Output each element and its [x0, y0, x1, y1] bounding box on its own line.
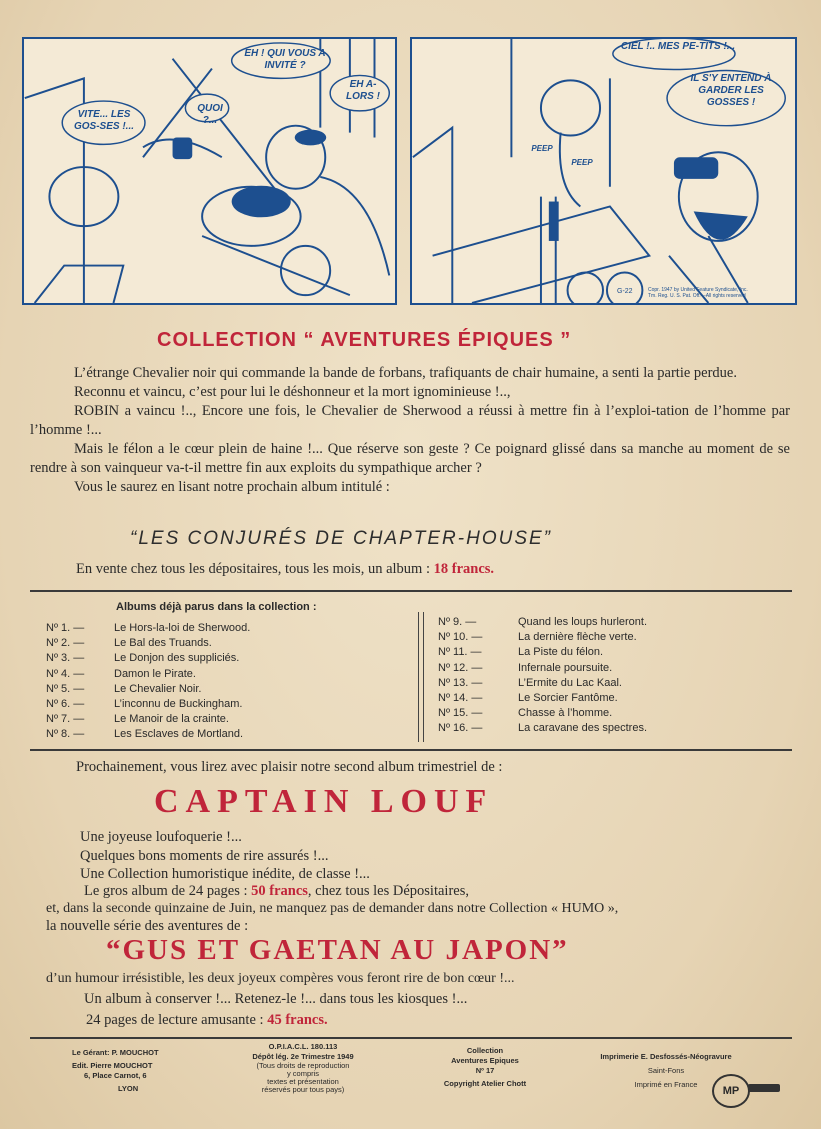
album-number: Nº 5. — — [46, 682, 85, 695]
album-item — [46, 712, 250, 727]
footer-publisher — [72, 1048, 159, 1094]
album-title: L’inconnu de Buckingham. — [114, 698, 243, 711]
footer-opiacl: O.P.I.A.C.L. 180.113 — [268, 1042, 338, 1051]
story-paragraph: Mais le félon a le cœur plein de haine !... Que réserve son geste ? Ce poignard glissé dans sa manche au moment de se rendre à son vainqueur va-t-il mettre fin aux exploits du sympathique archer ? — [30, 441, 790, 476]
album-item — [46, 682, 250, 697]
album-number: Nº 10. — — [438, 631, 483, 644]
comic-copyright: Copr. 1947 by United Feature Syndicate, Inc. Tm. Reg. U. S. Pat. Off.—All rights reserved — [648, 287, 748, 299]
humo-line: et, dans la seconde quinzaine de Juin, ne manquez pas de demander dans notre Collection « HUMO », — [46, 901, 619, 916]
story-paragraph: Vous le saurez en lisant notre prochain album intitulé : — [74, 479, 390, 495]
footer-rights: réservés pour tous pays) — [261, 1085, 345, 1094]
captain-line: Une joyeuse loufoquerie !... — [80, 829, 242, 845]
divider-top — [30, 590, 792, 592]
album-number: Nº 9. — — [438, 616, 477, 628]
balloon-eh-alors: EH A-LORS ! — [346, 79, 380, 102]
footer-city: LYON — [118, 1084, 139, 1093]
captain-line: Une Collection humoristique inédite, de classe !... — [80, 866, 370, 882]
gus-price: 45 francs. — [267, 1012, 328, 1028]
serie-line: la nouvelle série des aventures de : — [46, 918, 249, 934]
album-title: La Piste du félon. — [518, 646, 604, 659]
album-number: Nº 6. — — [46, 698, 85, 711]
album-title: Le Donjon des suppliciés. — [114, 652, 240, 665]
albums-list-right — [438, 615, 647, 737]
album-number: Nº 3. — — [46, 652, 85, 665]
sale-text: En vente chez tous les dépositaires, tous les mois, un album : — [76, 561, 430, 577]
album-item — [438, 661, 647, 676]
balloon-vite: VITE... LES GOS-SES !... — [73, 109, 134, 132]
album-item — [46, 667, 250, 682]
divider-middle — [30, 749, 792, 751]
album-number: Nº 14. — — [438, 692, 483, 705]
album-number: Nº 4. — — [46, 667, 85, 680]
album-number: Nº 7. — — [46, 713, 85, 726]
story-text — [30, 364, 790, 497]
gus-line: d’un humour irrésistible, les deux joyeux compères vous feront rire de bon cœur !... — [46, 971, 515, 986]
balloon-quoi: QUOI ?... — [197, 103, 223, 126]
album-item — [438, 676, 647, 691]
footer-printer-name: Imprimerie E. Desfossés-Néogravure — [600, 1052, 732, 1061]
album-title: Quand les loups hurleront. — [518, 616, 648, 628]
footer-rights: textes et présentation — [267, 1077, 339, 1086]
story-paragraph: L’étrange Chevalier noir qui commande la bande de forbans, trafiquants de chair humaine, a senti la partie perdue. — [74, 365, 737, 381]
footer-legal — [228, 1042, 378, 1094]
album-title: La dernière flèche verte. — [518, 631, 637, 644]
printer-logo-bar — [748, 1084, 780, 1092]
balloon-peep-1: PEEP — [531, 144, 553, 153]
captain-price-line — [84, 883, 469, 900]
story-paragraph: Reconnu et vaincu, c’est pour lui le déshonneur et la mort ignominieuse !.., — [74, 384, 511, 400]
next-album-title: “LES CONJURÉS DE CHAPTER-HOUSE” — [130, 528, 552, 549]
album-number: Nº 1. — — [46, 622, 85, 634]
footer-copyright: Copyright Atelier Chott — [443, 1079, 527, 1088]
album-item — [46, 727, 250, 742]
album-item — [438, 615, 647, 630]
footer-collection-number: Nº 17 — [475, 1066, 495, 1075]
album-title: La caravane des spectres. — [518, 722, 648, 735]
album-title: Les Esclaves de Mortland. — [114, 728, 244, 741]
balloon-qui-vous-a-invite: EH ! QUI VOUS A INVITÉ ? — [244, 48, 326, 71]
albums-heading: Albums déjà parus dans la collection : — [116, 601, 317, 613]
comic-strip — [22, 37, 797, 305]
album-item — [438, 630, 647, 645]
album-title: Chasse à l’homme. — [518, 707, 613, 720]
story-paragraph: ROBIN a vaincu !.., Encore une fois, le Chevalier de Sherwood a réussi à mettre fin à l’exploi-tation de l’homme par l’homme !... — [30, 403, 790, 438]
balloon-garder-les-gosses: IL S'Y ENTEND À GARDER LES GOSSES ! — [690, 73, 772, 108]
album-number: Nº 13. — — [438, 676, 483, 689]
album-item — [46, 636, 250, 651]
album-item — [46, 697, 250, 712]
comic-panel-right — [410, 37, 797, 305]
balloon-ciel: CIEL !.. MES PE-TITS !... — [620, 41, 736, 52]
footer-printed-in: Imprimé en France — [634, 1080, 698, 1089]
album-title: Damon le Pirate. — [114, 667, 196, 680]
gus-price-pre: 24 pages de lecture amusante : — [86, 1012, 264, 1028]
collection-title: COLLECTION “ AVENTURES ÉPIQUES ” — [157, 329, 572, 351]
footer-address: 6, Place Carnot, 6 — [84, 1071, 147, 1080]
album-item — [46, 621, 250, 636]
captain-price-pre: Le gros album de 24 pages : — [84, 883, 248, 899]
footer-collection-name: Aventures Epiques — [451, 1056, 519, 1065]
albums-column-divider — [418, 612, 424, 742]
footer-collection — [420, 1046, 550, 1089]
captain-intro: Prochainement, vous lirez avec plaisir notre second album trimestriel de : — [76, 759, 503, 775]
album-title: Le Bal des Truands. — [114, 637, 212, 650]
album-title: Le Sorcier Fantôme. — [518, 692, 618, 705]
album-number: Nº 16. — — [438, 722, 483, 735]
footer-collection-label: Collection — [466, 1046, 504, 1055]
captain-price-post: , chez tous les Dépositaires, — [307, 883, 469, 899]
sale-line — [76, 561, 494, 578]
album-title: Infernale poursuite. — [518, 661, 613, 674]
gus-gaetan-title: “GUS ET GAETAN AU JAPON” — [106, 934, 569, 966]
album-number: Nº 11. — — [438, 646, 482, 659]
balloon-peep-2: PEEP — [571, 158, 593, 167]
albums-list-left — [46, 621, 250, 743]
footer-gerant: Le Gérant: P. MOUCHOT — [72, 1048, 159, 1057]
album-item — [438, 691, 647, 706]
captain-louf-title: CAPTAIN LOUF — [154, 783, 494, 820]
footer-rights: y compris — [286, 1069, 320, 1078]
album-number: Nº 8. — — [46, 728, 85, 741]
album-number: Nº 15. — — [438, 707, 483, 720]
album-item — [438, 706, 647, 721]
divider-bottom — [30, 1037, 792, 1039]
footer-edit: Edit. Pierre MOUCHOT — [72, 1061, 153, 1070]
album-title: Le Chevalier Noir. — [114, 682, 202, 695]
album-number: Nº 12. — — [438, 661, 483, 674]
album-item — [46, 651, 250, 666]
album-title: Le Hors-la-loi de Sherwood. — [114, 622, 251, 634]
comic-panel-left — [22, 37, 397, 305]
album-number: Nº 2. — — [46, 637, 85, 650]
sale-price: 18 francs. — [433, 561, 495, 577]
panel-code: G-22 — [617, 288, 633, 295]
album-title: L’Ermite du Lac Kaal. — [518, 676, 622, 689]
album-item — [438, 721, 647, 736]
gus-price-line — [86, 1012, 328, 1029]
album-item — [438, 645, 647, 660]
album-title: Le Manoir de la crainte. — [114, 713, 229, 726]
footer-rights: (Tous droits de reproduction — [256, 1061, 350, 1070]
gus-line: Un album à conserver !... Retenez-le !... dans tous les kiosques !... — [84, 991, 468, 1007]
captain-line: Quelques bons moments de rire assurés !... — [80, 848, 329, 864]
printer-logo: MP — [712, 1074, 750, 1108]
captain-price: 50 francs — [251, 883, 308, 899]
footer-depot: Dépôt lég. 2e Trimestre 1949 — [252, 1052, 354, 1061]
footer-printer-city: Saint-Fons — [647, 1066, 685, 1075]
